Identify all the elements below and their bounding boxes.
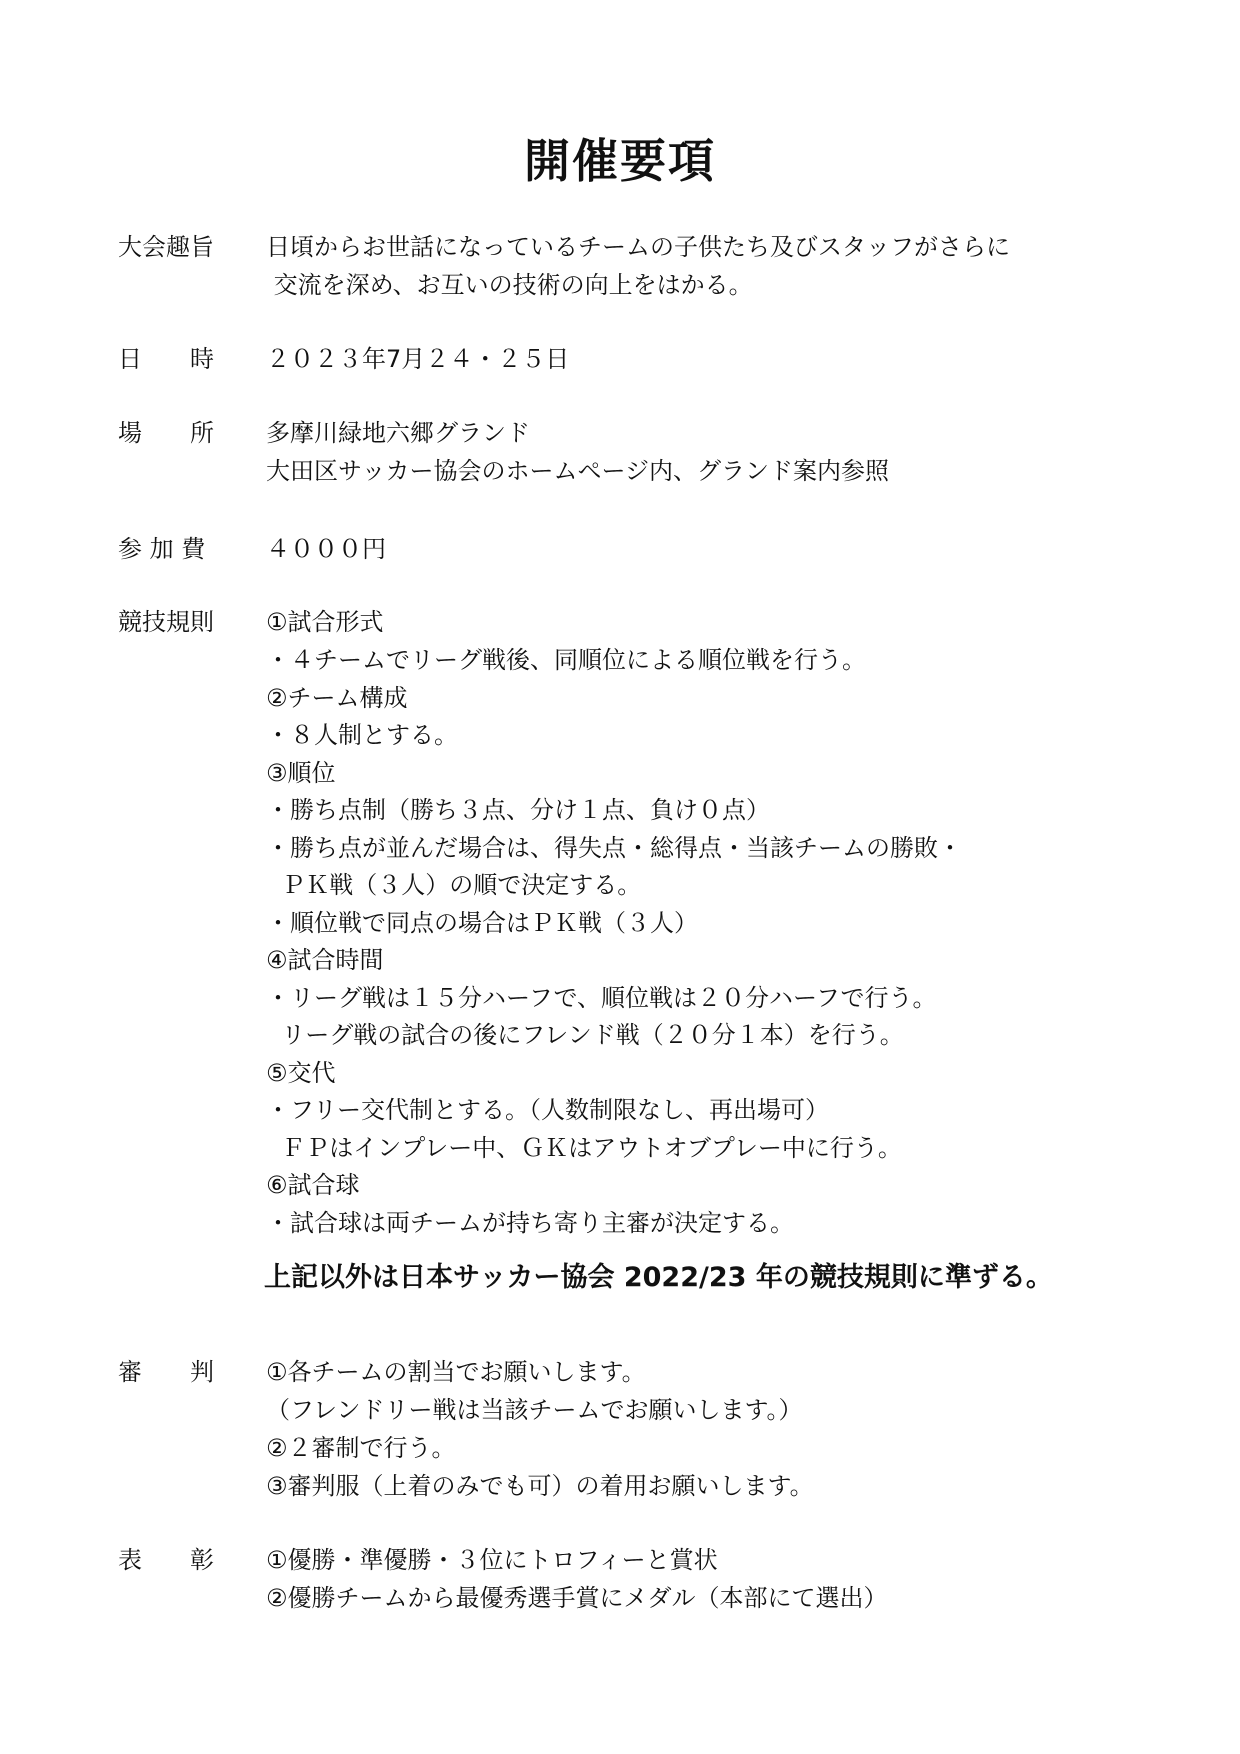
page-title: 開催要項 bbox=[524, 134, 716, 188]
rules-line: ・４チームでリーグ戦後、同順位による順位戦を行う。 bbox=[266, 646, 866, 674]
rules-line: ＦＰはインプレー中、ＧＫはアウトオブプレー中に行う。 bbox=[266, 1134, 902, 1162]
rules-line: ③順位 bbox=[266, 759, 336, 787]
rules-line: ・８人制とする。 bbox=[266, 721, 458, 749]
venue-line: 多摩川緑地六郷グランド bbox=[266, 419, 530, 447]
rules-note: 上記以外は日本サッカー協会 2022/23 年の競技規則に準ずる。 bbox=[264, 1262, 1053, 1293]
rules-line: ①試合形式 bbox=[266, 608, 384, 636]
rules-line: ②チーム構成 bbox=[266, 684, 408, 712]
rules-line: ④試合時間 bbox=[266, 946, 384, 974]
purpose-label: 大会趣旨 bbox=[118, 233, 214, 261]
awards-line: ①優勝・準優勝・３位にトロフィーと賞状 bbox=[266, 1546, 718, 1574]
referee-line: ②２審制で行う。 bbox=[266, 1434, 456, 1462]
date-label: 日 時 bbox=[118, 345, 214, 373]
rules-line: ⑥試合球 bbox=[266, 1171, 360, 1199]
rules-line: ・勝ち点が並んだ場合は、得失点・総得点・当該チームの勝敗・ bbox=[266, 834, 962, 862]
rules-line: ・勝ち点制（勝ち３点、分け１点、負け０点） bbox=[266, 796, 770, 824]
referee-line: ③審判服（上着のみでも可）の着用お願いします。 bbox=[266, 1472, 814, 1500]
rules-label: 競技規則 bbox=[118, 608, 214, 636]
rules-line: リーグ戦の試合の後にフレンド戦（２０分１本）を行う。 bbox=[266, 1021, 904, 1049]
referee-label: 審 判 bbox=[118, 1358, 214, 1386]
fee-label: 参 加 費 bbox=[118, 535, 206, 563]
purpose-line: 交流を深め、お互いの技術の向上をはかる。 bbox=[266, 271, 753, 299]
rules-line: ・フリー交代制とする。（人数制限なし、再出場可） bbox=[266, 1096, 830, 1124]
rules-line: ・順位戦で同点の場合はＰＫ戦（３人） bbox=[266, 909, 698, 937]
rules-line: ⑤交代 bbox=[266, 1059, 336, 1087]
referee-line: ①各チームの割当でお願いします。 bbox=[266, 1358, 646, 1386]
fee-value: ４０００円 bbox=[266, 535, 386, 563]
awards-label: 表 彰 bbox=[118, 1546, 214, 1574]
referee-line: （フレンドリー戦は当該チームでお願いします。） bbox=[266, 1396, 803, 1424]
venue-line: 大田区サッカー協会のホームページ内、グランド案内参照 bbox=[266, 457, 890, 485]
rules-line: ・リーグ戦は１５分ハーフで、順位戦は２０分ハーフで行う。 bbox=[266, 984, 937, 1012]
date-value: ２０２３年7月２４・２５日 bbox=[266, 345, 570, 373]
rules-line: ＰＫ戦（３人）の順で決定する。 bbox=[266, 871, 642, 899]
purpose-line: 日頃からお世話になっているチームの子供たち及びスタッフがさらに bbox=[266, 233, 1010, 261]
rules-line: ・試合球は両チームが持ち寄り主審が決定する。 bbox=[266, 1209, 794, 1237]
venue-label: 場 所 bbox=[118, 419, 214, 447]
awards-line: ②優勝チームから最優秀選手賞にメダル（本部にて選出） bbox=[266, 1584, 888, 1612]
